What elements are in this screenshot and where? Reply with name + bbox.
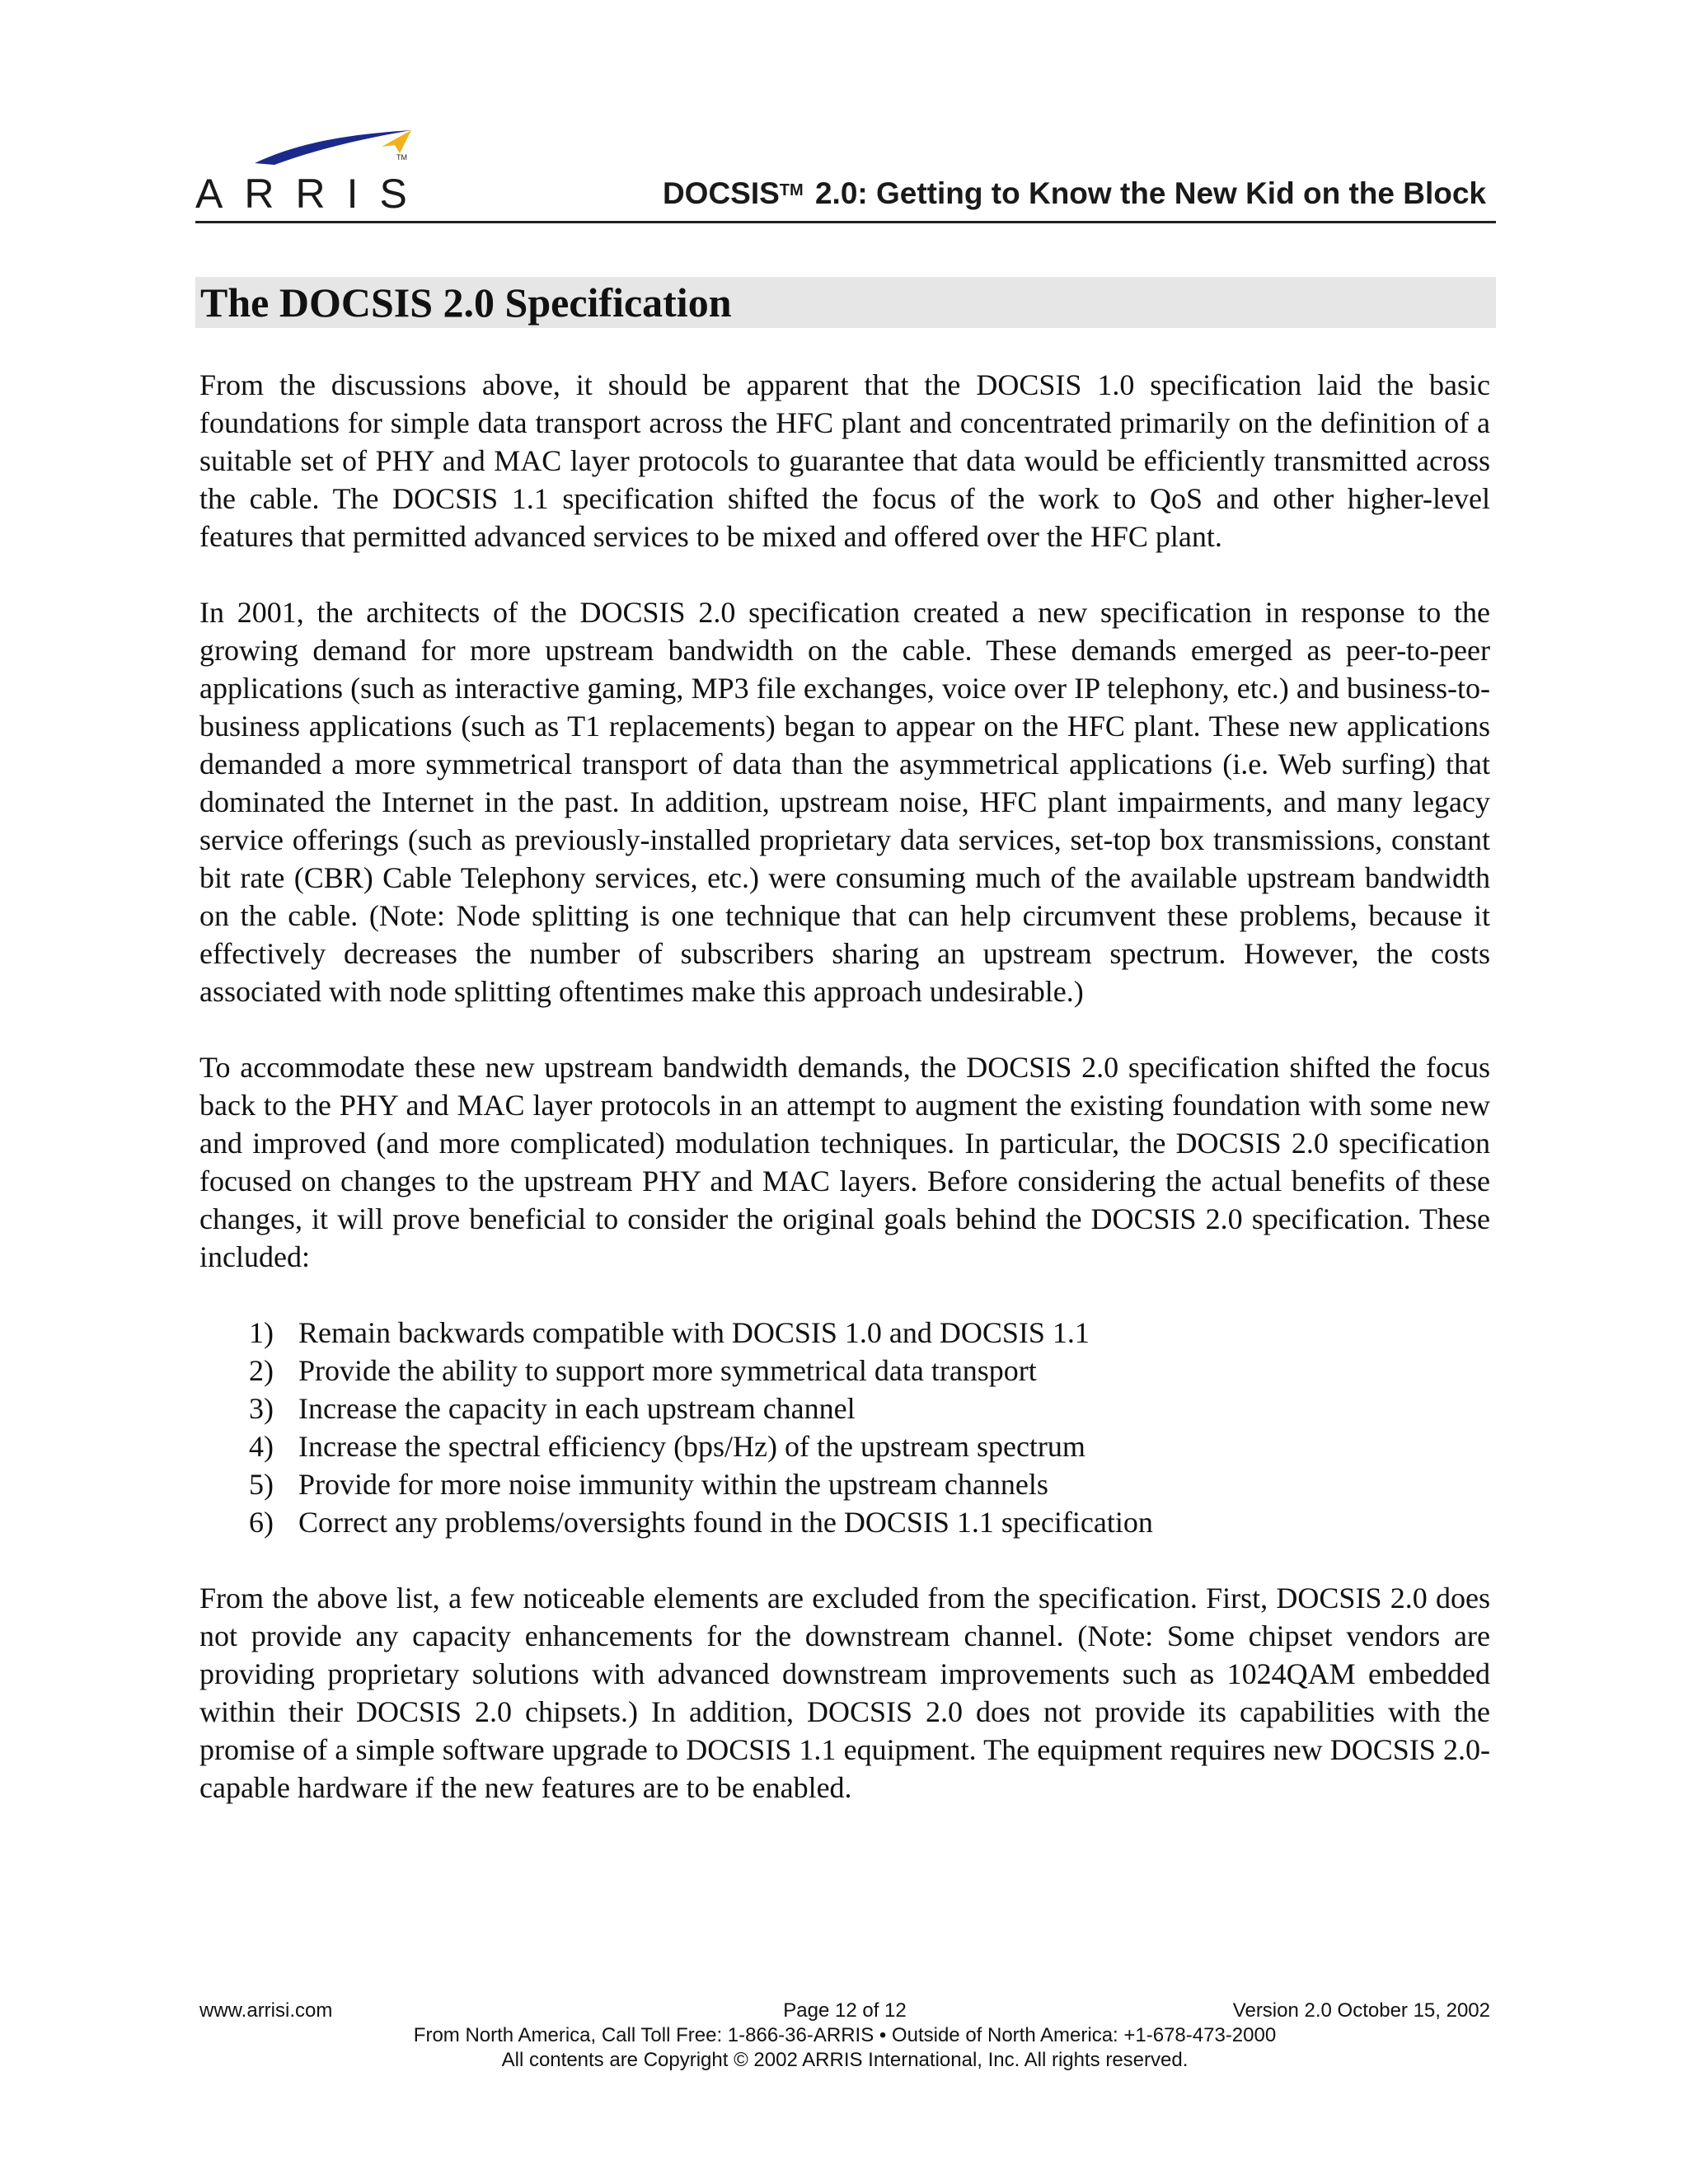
goals-list bbox=[199, 1314, 1490, 1541]
list-number: 5) bbox=[249, 1468, 274, 1501]
footer-website-link[interactable]: www.arrisi.com bbox=[199, 1999, 333, 2022]
footer-copyright: All contents are Copyright © 2002 ARRIS International, Inc. All rights reserved. bbox=[501, 2049, 1189, 2071]
list-item-text: Provide for more noise immunity within the upstream channels bbox=[298, 1468, 1048, 1501]
arris-logo bbox=[195, 124, 429, 217]
list-item bbox=[199, 1314, 1490, 1352]
list-number: 6) bbox=[249, 1506, 274, 1539]
paragraph: From the above list, a few noticeable elements are excluded from the specification. First, DOCSIS 2.0 does not provide any capacity enhancements for the downstream channel. (Note: Some chipset vendors are providing proprietary solutions with advanced downstream improvements such as 1024QAM embedded within their DOCSIS 2.0 chipsets.) In addition, DOCSIS 2.0 does not provide its capabilities with the promise of a simple software upgrade to DOCSIS 1.1 equipment. The equipment requires new DOCSIS 2.0-capable hardware if the new features are to be enabled. bbox=[199, 1582, 1490, 1804]
list-number: 1) bbox=[249, 1316, 274, 1349]
list-item bbox=[199, 1390, 1490, 1427]
list-item bbox=[199, 1465, 1490, 1503]
paragraph: From the discussions above, it should be apparent that the DOCSIS 1.0 specification laid the basic foundations for simple data transport across the HFC plant and concentrated primarily on the definition of a suitable set of PHY and MAC layer protocols to guarantee that data would be efficiently transmitted across the cable. The DOCSIS 1.1 specification shifted the focus of the work to QoS and other higher-level features that permitted advanced services to be mixed and offered over the HFC plant. bbox=[199, 368, 1490, 553]
footer-version: Version 2.0 October 15, 2002 bbox=[1232, 1999, 1490, 2022]
title-prefix: DOCSIS bbox=[662, 176, 780, 210]
paragraph: In 2001, the architects of the DOCSIS 2.0 specification created a new specification in response to the growing demand for more upstream bandwidth on the cable. These demands emerged as peer-to-peer applications (such as interactive gaming, MP3 file exchanges, voice over IP telephony, etc.) and business-to-business applications (such as T1 replacements) began to appear on the HFC plant. These new applications demanded a more symmetrical transport of data than the asymmetrical applications (i.e. Web surfing) that dominated the Internet in the past. In addition, upstream noise, HFC plant impairments, and many legacy service offerings (such as previously-installed proprietary data services, set-top box transmissions, constant bit rate (CBR) Cable Telephony services, etc.) were consuming much of the available upstream bandwidth on the cable. (Note: Node splitting is one technique that can help circumvent these problems, because it effectively decreases the number of subscribers sharing an upstream spectrum. However, the costs associated with node splitting oftentimes make this approach undesirable.) bbox=[199, 596, 1490, 1008]
trademark-mark: TM bbox=[779, 181, 804, 199]
title-suffix: 2.0: Getting to Know the New Kid on the Block bbox=[814, 176, 1486, 210]
list-item-text: Provide the ability to support more symmetrical data transport bbox=[298, 1354, 1037, 1387]
list-item-text: Correct any problems/oversights found in the DOCSIS 1.1 specification bbox=[298, 1506, 1153, 1539]
page-header bbox=[195, 124, 1496, 223]
paragraph: To accommodate these new upstream bandwidth demands, the DOCSIS 2.0 specification shifted the focus back to the PHY and MAC layer protocols in an attempt to augment the existing foundation with some new and improved (and more complicated) modulation techniques. In particular, the DOCSIS 2.0 specification focused on changes to the upstream PHY and MAC layers. Before considering the actual benefits of these changes, it will prove beneficial to consider the original goals behind the DOCSIS 2.0 specification. These included: bbox=[199, 1051, 1490, 1273]
list-item bbox=[199, 1352, 1490, 1390]
logo-wordmark: ARRIS bbox=[195, 171, 429, 217]
section-heading: The DOCSIS 2.0 Specification bbox=[195, 277, 1496, 328]
footer-phone: From North America, Call Toll Free: 1-866-36-ARRIS • Outside of North America: +1-678-473-2000 bbox=[413, 2024, 1277, 2046]
list-number: 2) bbox=[249, 1354, 274, 1387]
footer-page-number: Page 12 of 12 bbox=[783, 1999, 907, 2022]
list-number: 4) bbox=[249, 1430, 274, 1463]
list-item-text: Increase the spectral efficiency (bps/Hz) of the upstream spectrum bbox=[298, 1430, 1085, 1463]
list-item-text: Increase the capacity in each upstream channel bbox=[298, 1392, 856, 1425]
list-item bbox=[199, 1427, 1490, 1465]
list-item bbox=[199, 1503, 1490, 1541]
page-footer bbox=[199, 1999, 1490, 2073]
list-number: 3) bbox=[249, 1392, 274, 1425]
body-text bbox=[199, 366, 1490, 1844]
document-title bbox=[663, 176, 1486, 211]
svg-text:TM: TM bbox=[396, 153, 407, 162]
footer-row bbox=[199, 1999, 1490, 2023]
list-item-text: Remain backwards compatible with DOCSIS 1.0 and DOCSIS 1.1 bbox=[298, 1316, 1090, 1349]
